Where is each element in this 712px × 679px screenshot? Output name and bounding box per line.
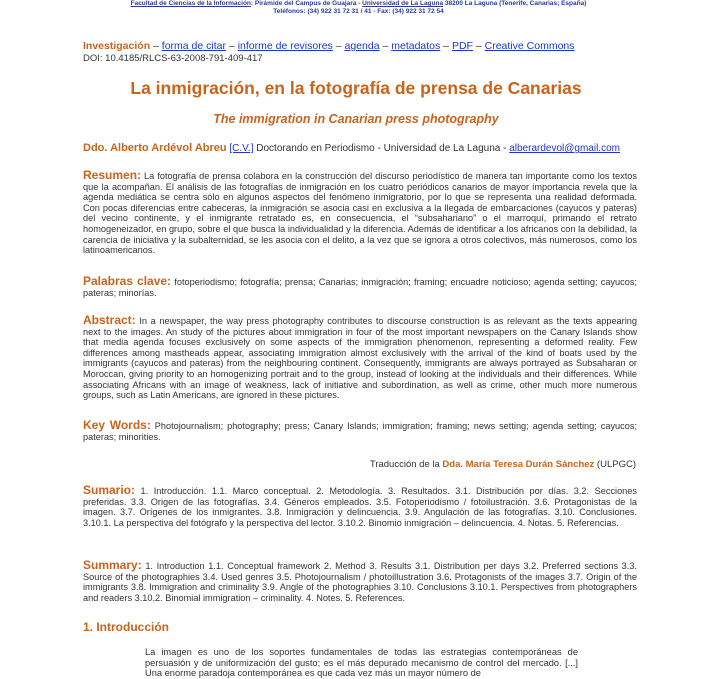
journal-header-band <box>80 0 637 20</box>
author-line <box>83 142 620 154</box>
address-text: : Pirámide del Campus de Guajara - <box>250 0 363 7</box>
faculty-link[interactable]: Facultad de Ciencias de la Información <box>130 0 251 7</box>
article-nav <box>83 40 575 52</box>
author-affiliation: Doctorando en Periodismo - Universidad de La Laguna - <box>253 143 510 154</box>
abstract-text: In a newspaper, the way press photography contributes to discourse construction is as relevant as the texts appearing next to the images. An study of the pictures about immigration in four of the most important newspapers on the Canary Islands show that media agenda focuses exclusively on some aspects of the immigration phenomenon, representing a deformed reality. Few differences among mastheads appear, associating immigration almost exclusively with the arrival of the kind of boats used by the immigrants (cayucos and pateras) from the neighbouring continent. Consequently, immigrants are always portrayed as Subsaharan or Moroccan, giving priority to an homogenizing portrait and to the group, instead of looking at the individuals and their differences. While associating Africans with an image of weakness, lack of initiative and subordination, as well as crime, other much more numerous groups, such as Latin Americans, are ignored in these pictures. <box>83 316 637 401</box>
doi-text: DOI: 10.4185/RLCS-63-2008-791-409-417 <box>83 53 263 64</box>
nav-sep: – <box>226 40 238 52</box>
cv-link[interactable]: [C.V.] <box>229 143 254 154</box>
sumario-paragraph <box>83 485 637 528</box>
nav-link-informe-revisores[interactable]: informe de revisores <box>237 40 333 52</box>
credit-suffix: (ULPGC) <box>594 459 636 470</box>
nav-sep: – <box>379 40 392 52</box>
intro-heading: 1. Introducción <box>83 620 170 634</box>
nav-link-metadatos[interactable]: metadatos <box>391 40 441 52</box>
nav-link-forma-de-citar[interactable]: forma de citar <box>161 40 226 52</box>
university-link[interactable]: Universidad de La Laguna <box>362 0 444 7</box>
header-address-line <box>80 0 637 8</box>
address-text-2: 38200 La Laguna (Tenerife, Canarias; España) <box>443 0 587 7</box>
summary-paragraph <box>83 560 637 603</box>
sumario-label: Sumario: <box>83 483 136 497</box>
nav-sep: – <box>472 40 485 52</box>
palabras-clave-paragraph <box>83 276 637 298</box>
palabras-clave-label: Palabras clave: <box>83 274 172 288</box>
abstract-paragraph <box>83 315 637 401</box>
author-email-link[interactable]: alberardevol@gmail.com <box>509 143 620 154</box>
phones-line: Teléfonos: (34) 922 31 72 31 / 41 - Fax: (34) 922 31 72 54 <box>273 8 444 15</box>
nav-sep: – <box>150 40 162 52</box>
abstract-label: Abstract: <box>83 313 136 327</box>
resumen-text: La fotografía de prensa colabora en la construcción del discurso periodístico de manera tan importante como los textos que la acompañan. El análisis de las fotografías de inmigración en los cuatro periódicos canarios de mayor importancia revela que la agenda mediática se centra sólo en algunos aspectos del fenómeno inmigratorio, por lo que se representa una realidad deformada. Con pocas diferencias entre cabeceras, la inmigración se asocia casi en exclusiva a la llegada de embarcaciones (cayucos y pateras) del vecino continente, y el inmigrante retratado es, en consecuencia, el “subsahariano” o el marroquí, primando el retrato homogeneizador, en grupo, sobre el que busca la individualidad y la diferencia. Además de identificar a los africanos con la debilidad, la carencia de iniciativa y la subalternidad, se les asocia con el delito, a la vez que se ignora a otros colectivos, más numerosos, como los latinoamericanos. <box>83 171 637 256</box>
keywords-paragraph <box>83 420 637 442</box>
article-subtitle: The immigration in Canarian press photography <box>213 112 499 126</box>
nav-link-pdf[interactable]: PDF <box>451 40 473 52</box>
nav-sep: – <box>332 40 345 52</box>
article-title: La inmigración, en la fotografía de prensa de Canarias <box>130 78 582 98</box>
translation-credit <box>370 459 636 470</box>
section-label: Investigación <box>83 40 151 52</box>
author-name: Ddo. Alberto Ardévol Abreu <box>83 142 227 154</box>
resumen-label: Resumen: <box>83 168 142 182</box>
nav-sep: – <box>440 40 452 52</box>
sumario-text: 1. Introducción. 1.1. Marco conceptual. 2. Metodología. 3. Resultados. 3.1. Distribución por días. 3.2. Secciones preferidas. 3.3. Origen de las fotografías. 3.4. Géneros empleados. 3.5. Fotoperiodismo / fotoilustración. 3.6. Protagonistas de la imagen. 3.7. Orígenes de los inmigrantes. 3.8. Inmigración y delincuencia. 3.9. Angulación de las fotografías. 3.10. Conclusiones. 3.10.1. La perspectiva del fotógrafo y la perspectiva del lector. 3.10.2. Binomio inmigración – delincuencia. 4. Notas. 5. Referencias. <box>83 486 637 528</box>
nav-link-agenda[interactable]: agenda <box>344 40 380 52</box>
summary-label: Summary: <box>83 558 142 572</box>
resumen-paragraph <box>83 170 637 256</box>
summary-text: 1. Introduction 1.1. Conceptual framework 2. Method 3. Results 3.1. Distribution per days 3.2. Preferred sections 3.3. Source of the photographies 3.4. Used genres 3.5. Photojournalism / photoillustration 3.6. Protagonists of the images 3.7. Origin of the immigrants 3.8. Immigration and criminality 3.9. Angle of the photographies 3.10. Conclusions 3.10.1. Perspectives from photographers and readers 3.10.2. Binomial immigration – criminality. 4. Notes. 5. References. <box>83 561 637 603</box>
keywords-label: Key Words: <box>83 418 151 432</box>
nav-link-creative-commons[interactable]: Creative Commons <box>484 40 575 52</box>
credit-prefix: Traducción de la <box>369 459 443 470</box>
intro-paragraph: La imagen es uno de los soportes fundamentales de todas las estrategias contemporáneas de persuasión y de uniformización del gusto; es el más depurado mecanismo de control del mercado. [...] Una enorme paradoja contemporánea es que cada vez más un mayor número de <box>145 647 578 679</box>
keywords-text: Photojournalism; photography; press; Canary Islands; immigration; framing; news setting; agenda setting; cayucos; pateras; minorities. <box>83 421 637 442</box>
palabras-clave-text: fotoperiodismo; fotografía; prensa; Canarias; inmigración; framing; encuadre noticioso; agenda setting; cayucos; pateras; minorías. <box>83 277 637 298</box>
translator-name: Dda. María Teresa Durán Sánchez <box>442 459 595 470</box>
